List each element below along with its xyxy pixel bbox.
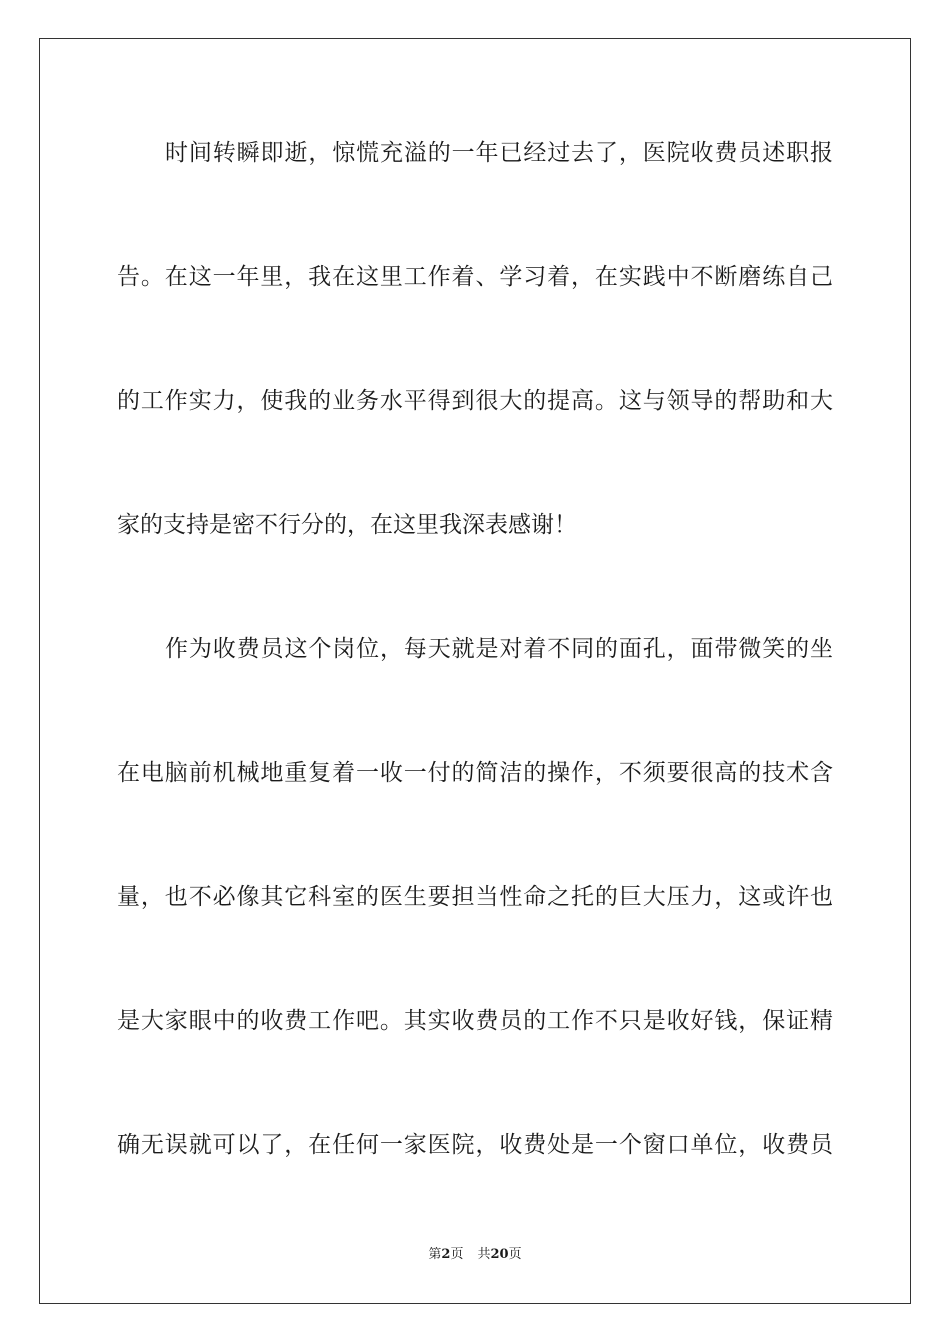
page-border — [39, 38, 911, 1304]
paragraph-1-line-3: 的工作实力，使我的业务水平得到很大的提高。这与领导的帮助和大 — [117, 388, 833, 414]
page-number-suffix: 页 — [450, 1247, 464, 1262]
page-number-prefix: 第 — [428, 1247, 442, 1262]
total-pages: 20 — [490, 1247, 509, 1262]
paragraph-2-line-2: 在电脑前机械地重复着一收一付的简洁的操作，不须要很高的技术含 — [117, 760, 833, 786]
paragraph-1-line-4: 家的支持是密不行分的，在这里我深表感谢！ — [117, 512, 577, 538]
paragraph-1-line-1: 时间转瞬即逝，惊慌充溢的一年已经过去了，医院收费员述职报 — [165, 140, 833, 166]
page-footer — [0, 1246, 950, 1264]
paragraph-2-line-3: 量，也不必像其它科室的医生要担当性命之托的巨大压力，这或许也 — [117, 884, 833, 910]
paragraph-1-line-2: 告。在这一年里，我在这里工作着、学习着，在实践中不断磨练自己 — [117, 264, 833, 290]
paragraph-2-line-4: 是大家眼中的收费工作吧。其实收费员的工作不只是收好钱，保证精 — [117, 1008, 833, 1034]
page-number: 2 — [441, 1247, 451, 1262]
paragraph-2-line-1: 作为收费员这个岗位，每天就是对着不同的面孔，面带微笑的坐 — [165, 636, 833, 662]
paragraph-2-line-5: 确无误就可以了，在任何一家医院，收费处是一个窗口单位，收费员 — [117, 1132, 833, 1158]
total-pages-suffix: 页 — [508, 1247, 522, 1262]
total-pages-prefix: 共 — [477, 1247, 491, 1262]
